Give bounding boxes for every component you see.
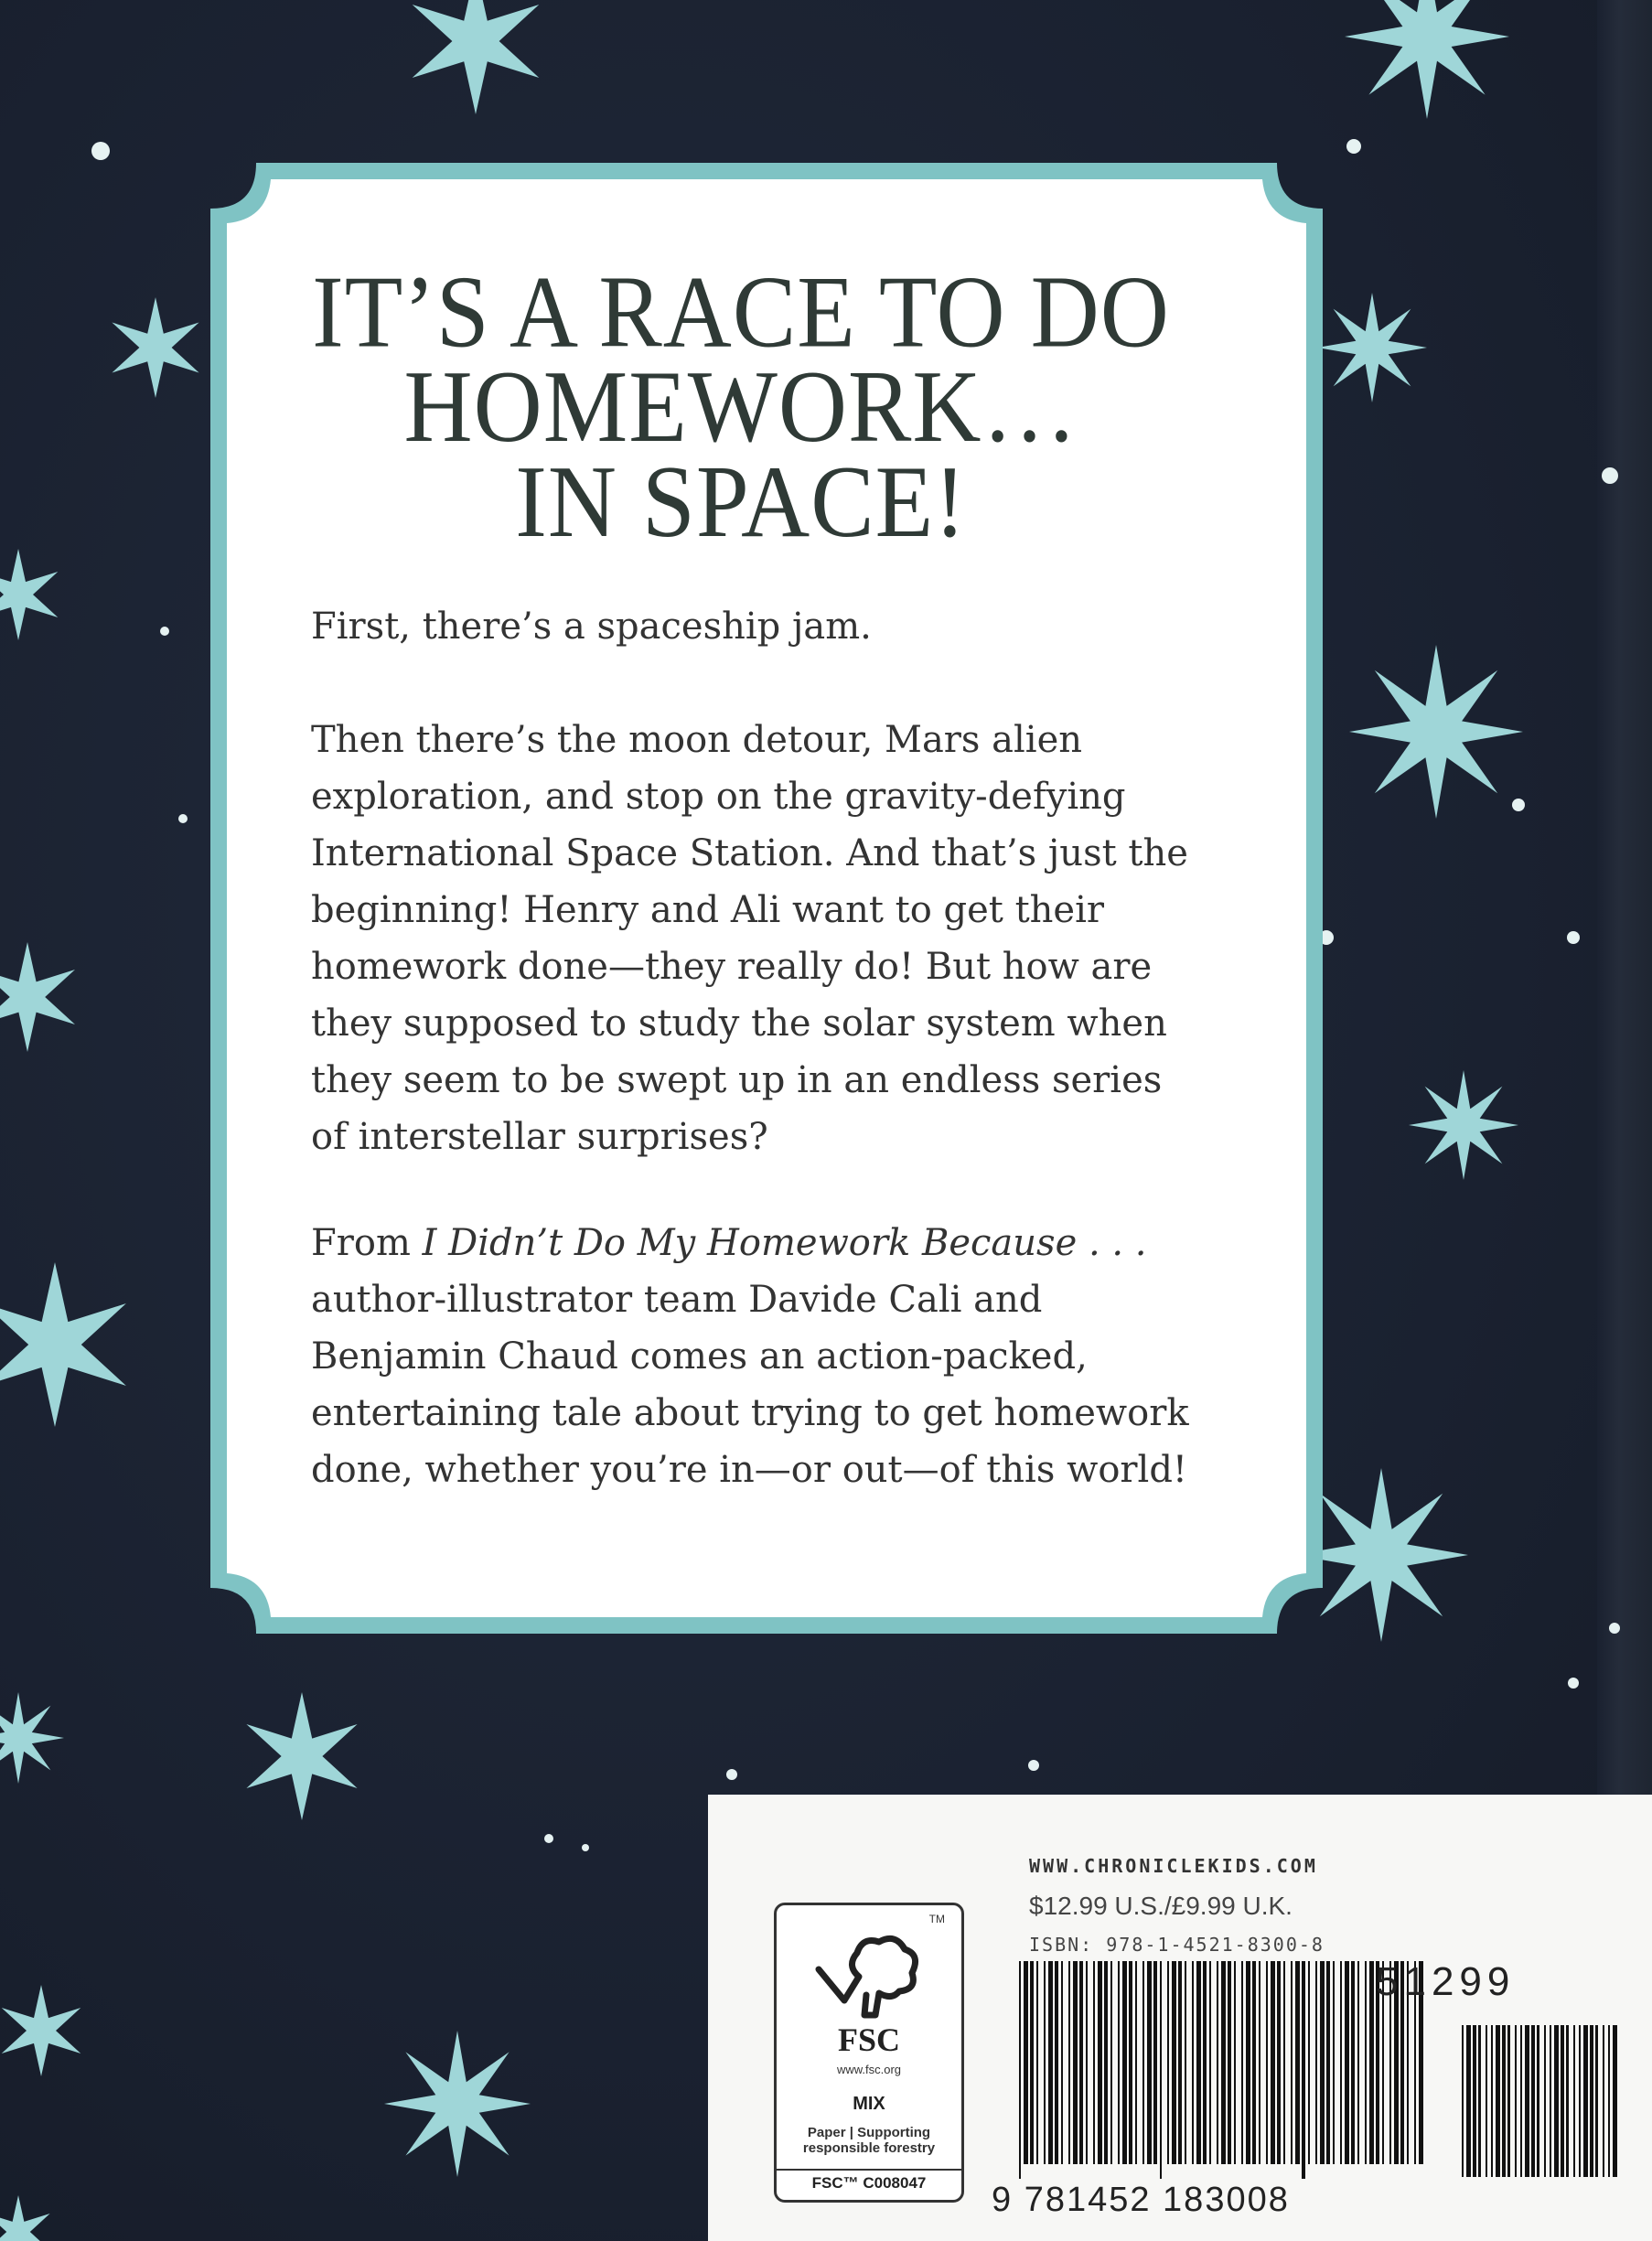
- barcode-bar: [1185, 1961, 1186, 2164]
- barcode-bar: [1283, 1961, 1285, 2164]
- barcode-bar: [1271, 1961, 1275, 2164]
- barcode-bar: [1357, 1961, 1359, 2164]
- barcode-bar: [1320, 1961, 1325, 2164]
- barcode-bar: [1110, 1961, 1112, 2164]
- barcode-bar: [1259, 1961, 1260, 2164]
- barcode-bar: [1129, 1961, 1132, 2164]
- barcode-bar: [1333, 1961, 1335, 2164]
- barcode-bar: [1340, 1961, 1342, 2164]
- barcode-bar: [1302, 1961, 1305, 2179]
- barcode-bar: [1486, 2025, 1487, 2177]
- barcode-bar: [1160, 1961, 1162, 2179]
- price-label: $12.99 U.S./£9.99 U.K.: [1029, 1892, 1293, 1920]
- barcode-bar: [1502, 2025, 1506, 2177]
- barcode-bar: [1462, 2025, 1464, 2177]
- barcode-bar: [1554, 2025, 1559, 2177]
- fsc-description: Paper | Supporting responsible forestry: [802, 2125, 936, 2156]
- blurb-text: From: [311, 1222, 423, 1264]
- barcode-bar: [1525, 2025, 1529, 2177]
- barcode-bar: [1291, 1961, 1293, 2164]
- barcode-bar: [1073, 1961, 1078, 2164]
- fsc-trademark: TM: [928, 1913, 945, 1925]
- barcode-bar: [1326, 1961, 1330, 2164]
- barcode-bar: [1266, 1961, 1268, 2164]
- fsc-name: FSC: [837, 2021, 900, 2058]
- barcode-bar: [1351, 1961, 1355, 2164]
- barcode-bar: [1209, 1961, 1211, 2164]
- barcode-bar: [1478, 2025, 1481, 2177]
- fsc-tree-icon: [810, 1922, 928, 2022]
- barcode-bar: [1153, 1961, 1157, 2164]
- blurb-text: author-illustrator team Davide Cali and Benjamin Chaud comes an action-packed, entertaining tale about trying to get homework done, whether you’re in—or out—of this world!: [311, 1279, 1189, 1491]
- barcode-bar: [1178, 1961, 1182, 2164]
- barcode-bar: [1055, 1961, 1058, 2164]
- barcode-bar: [1603, 2025, 1604, 2177]
- barcode-bar: [1203, 1961, 1207, 2164]
- barcode-bar: [1491, 2025, 1493, 2177]
- fsc-url: www.fsc.org: [836, 2063, 902, 2076]
- website-url: WWW.CHRONICLEKIDS.COM: [1029, 1855, 1318, 1877]
- blurb-paragraph: First, there’s a spaceship jam.: [311, 606, 872, 648]
- barcode-bar: [1590, 2025, 1593, 2177]
- barcode-bar: [1369, 1961, 1374, 2164]
- barcode-bar: [1473, 2025, 1476, 2177]
- barcode-bar: [1086, 1961, 1088, 2164]
- barcode-bar: [1507, 2025, 1510, 2177]
- barcode-bar: [1030, 1961, 1034, 2164]
- blurb: [311, 255, 1189, 1498]
- barcode-bar: [1246, 1961, 1250, 2164]
- barcode-bar: [1520, 2025, 1522, 2177]
- barcode-bar: [1024, 1961, 1028, 2164]
- barcode-bar: [1252, 1961, 1256, 2164]
- barcode-bar: [1221, 1961, 1226, 2164]
- barcode-bar: [1365, 1961, 1367, 2164]
- blurb-paragraph: Then there’s the moon detour, Mars alien exploration, and stop on the gravity-defying International Space Station. And that’s just the beginning! Henry and Ali want to get their homework done—they really do! But how are they supposed to study the solar system when they seem to be swept up in an endless series of interstellar surprises?: [311, 719, 1188, 1158]
- headline-line: IT’S A RACE TO DO: [312, 255, 1170, 370]
- barcode-bar: [1167, 1961, 1169, 2164]
- book-title: I Didn’t Do My Homework Because . . .: [422, 1222, 1147, 1264]
- barcode-bar: [1036, 1961, 1038, 2164]
- barcode-bar: [1192, 1961, 1194, 2164]
- barcode-bar: [1466, 2025, 1471, 2177]
- barcode-bar: [1544, 2025, 1546, 2177]
- barcode-bar: [1079, 1961, 1083, 2164]
- barcode-bar: [1098, 1961, 1102, 2164]
- barcode-bar: [1608, 2025, 1610, 2177]
- barcode-bar: [1531, 2025, 1535, 2177]
- fsc-code: FSC™ C008047: [777, 2169, 961, 2193]
- barcode-bar: [1118, 1961, 1120, 2164]
- barcode-digits: 9 781452 183008: [992, 2181, 1290, 2219]
- barcode-bar: [1579, 2025, 1581, 2177]
- barcode-bar: [1496, 2025, 1500, 2177]
- barcode-bar: [1537, 2025, 1539, 2177]
- barcode-bar: [1142, 1961, 1144, 2164]
- barcode-bar: [1595, 2025, 1598, 2177]
- barcode-bar: [1308, 1961, 1310, 2164]
- barcode-bar: [1048, 1961, 1053, 2164]
- barcode-bar: [1068, 1961, 1070, 2164]
- barcode: [1019, 1961, 1623, 2190]
- fsc-label: [774, 1903, 964, 2203]
- barcode-bar: [1135, 1961, 1137, 2164]
- barcode-bar: [1566, 2025, 1569, 2177]
- barcode-bar: [1217, 1961, 1218, 2164]
- barcode-bar: [1583, 2025, 1588, 2177]
- barcode-bar: [1122, 1961, 1127, 2164]
- headline: [311, 255, 1189, 559]
- barcode-bar: [1172, 1961, 1176, 2164]
- barcode-bar: [1061, 1961, 1063, 2164]
- blurb-paragraph: [311, 1215, 1189, 1498]
- barcode-bar: [1241, 1961, 1243, 2164]
- barcode-bar: [1104, 1961, 1108, 2164]
- barcode-bar: [1295, 1961, 1300, 2164]
- barcode-panel: [708, 1795, 1652, 2241]
- barcode-bar: [1561, 2025, 1564, 2177]
- headline-line: HOMEWORK…: [403, 349, 1078, 465]
- barcode-bar: [1019, 1961, 1021, 2179]
- barcode-bar: [1550, 2025, 1551, 2177]
- barcode-bar: [1613, 2025, 1617, 2177]
- barcode-bar: [1044, 1961, 1046, 2164]
- barcode-bar: [1277, 1961, 1281, 2164]
- barcode-bar: [1573, 2025, 1575, 2177]
- barcode-bar: [1315, 1961, 1317, 2164]
- barcode-bar: [1228, 1961, 1231, 2164]
- barcode-bar: [1196, 1961, 1201, 2164]
- barcode-bar: [1515, 2025, 1517, 2177]
- barcode-bar: [1093, 1961, 1095, 2164]
- barcode-bar: [1147, 1961, 1152, 2164]
- fsc-mix: MIX: [853, 2094, 885, 2114]
- price-code: 51299: [1376, 1959, 1516, 2004]
- headline-line: IN SPACE!: [515, 445, 967, 559]
- barcode-bar: [1345, 1961, 1349, 2164]
- isbn-label: ISBN: 978-1-4521-8300-8: [1029, 1934, 1325, 1956]
- barcode-bar: [1234, 1961, 1236, 2164]
